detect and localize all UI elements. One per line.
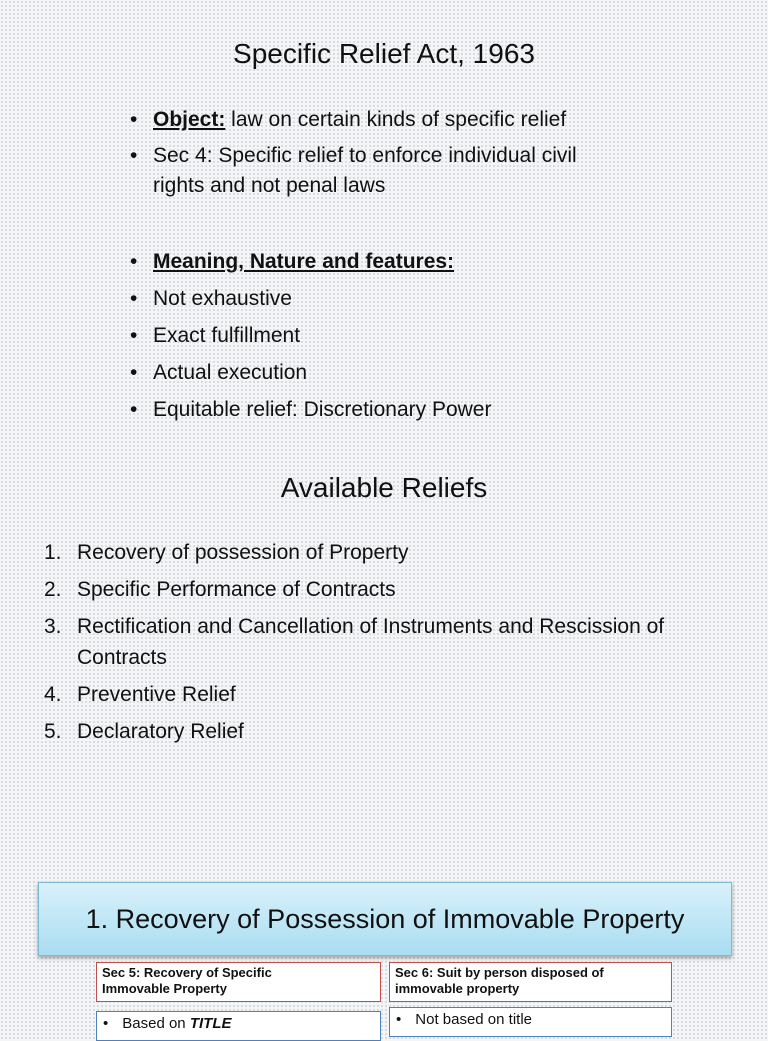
object-bullet bbox=[130, 104, 690, 135]
relief-item bbox=[44, 574, 724, 605]
sec4-line2: rights and not penal laws bbox=[153, 174, 386, 197]
sec6-box bbox=[389, 962, 672, 1002]
object-list bbox=[130, 104, 690, 207]
feature-item: • Exact fulfillment bbox=[130, 320, 690, 351]
sec6-line1: Sec 6: Suit by person disposed of bbox=[395, 965, 604, 980]
sec5-detail-prefix: Based on bbox=[122, 1015, 190, 1032]
meaning-bullet bbox=[130, 246, 690, 277]
relief-text: Rectification and Cancellation of Instruments and Rescission of Contracts bbox=[77, 615, 665, 669]
sec6-line2: immovable property bbox=[395, 981, 520, 996]
bullet-dot: • bbox=[103, 1015, 109, 1032]
slide-3-title-banner bbox=[38, 882, 732, 956]
feature-item: • Not exhaustive bbox=[130, 283, 690, 314]
relief-text: Recovery of possession of Property bbox=[77, 541, 409, 564]
relief-number: 4. bbox=[44, 683, 62, 706]
features-list bbox=[130, 246, 690, 431]
sec5-line1: Sec 5: Recovery of Specific bbox=[102, 965, 272, 980]
relief-item bbox=[44, 611, 724, 673]
sec4-bullet bbox=[130, 141, 690, 201]
sec4-line1: Sec 4: Specific relief to enforce individual civil bbox=[153, 144, 577, 167]
feature-item: • Equitable relief: Discretionary Power bbox=[130, 394, 690, 425]
relief-number: 1. bbox=[44, 541, 62, 564]
relief-text: Preventive Relief bbox=[77, 683, 236, 706]
relief-number: 2. bbox=[44, 578, 62, 601]
reliefs-list bbox=[44, 537, 724, 753]
sec5-detail-emph: TITLE bbox=[189, 1015, 232, 1032]
bullet-dot: • bbox=[396, 1011, 402, 1028]
relief-number: 3. bbox=[44, 615, 62, 638]
sec5-detail bbox=[96, 1011, 381, 1041]
object-text: law on certain kinds of specific relief bbox=[225, 108, 567, 131]
relief-item bbox=[44, 716, 724, 747]
sec6-detail-text: Not based on title bbox=[415, 1011, 533, 1028]
relief-item bbox=[44, 537, 724, 568]
slide-1-title: Specific Relief Act, 1963 bbox=[233, 38, 535, 69]
slide-3-title: 1. Recovery of Possession of Immovable Property bbox=[85, 903, 685, 934]
sec6-detail bbox=[389, 1007, 672, 1037]
slide-2-title: Available Reliefs bbox=[280, 472, 488, 503]
relief-text: Specific Performance of Contracts bbox=[77, 578, 396, 601]
relief-text: Declaratory Relief bbox=[77, 720, 244, 743]
meaning-label: Meaning, Nature and features: bbox=[153, 250, 455, 273]
sec5-line2: Immovable Property bbox=[102, 981, 227, 996]
relief-item bbox=[44, 679, 724, 710]
object-label: Object: bbox=[153, 108, 226, 131]
sec5-box bbox=[96, 962, 381, 1002]
feature-item: • Actual execution bbox=[130, 357, 690, 388]
relief-number: 5. bbox=[44, 720, 62, 743]
